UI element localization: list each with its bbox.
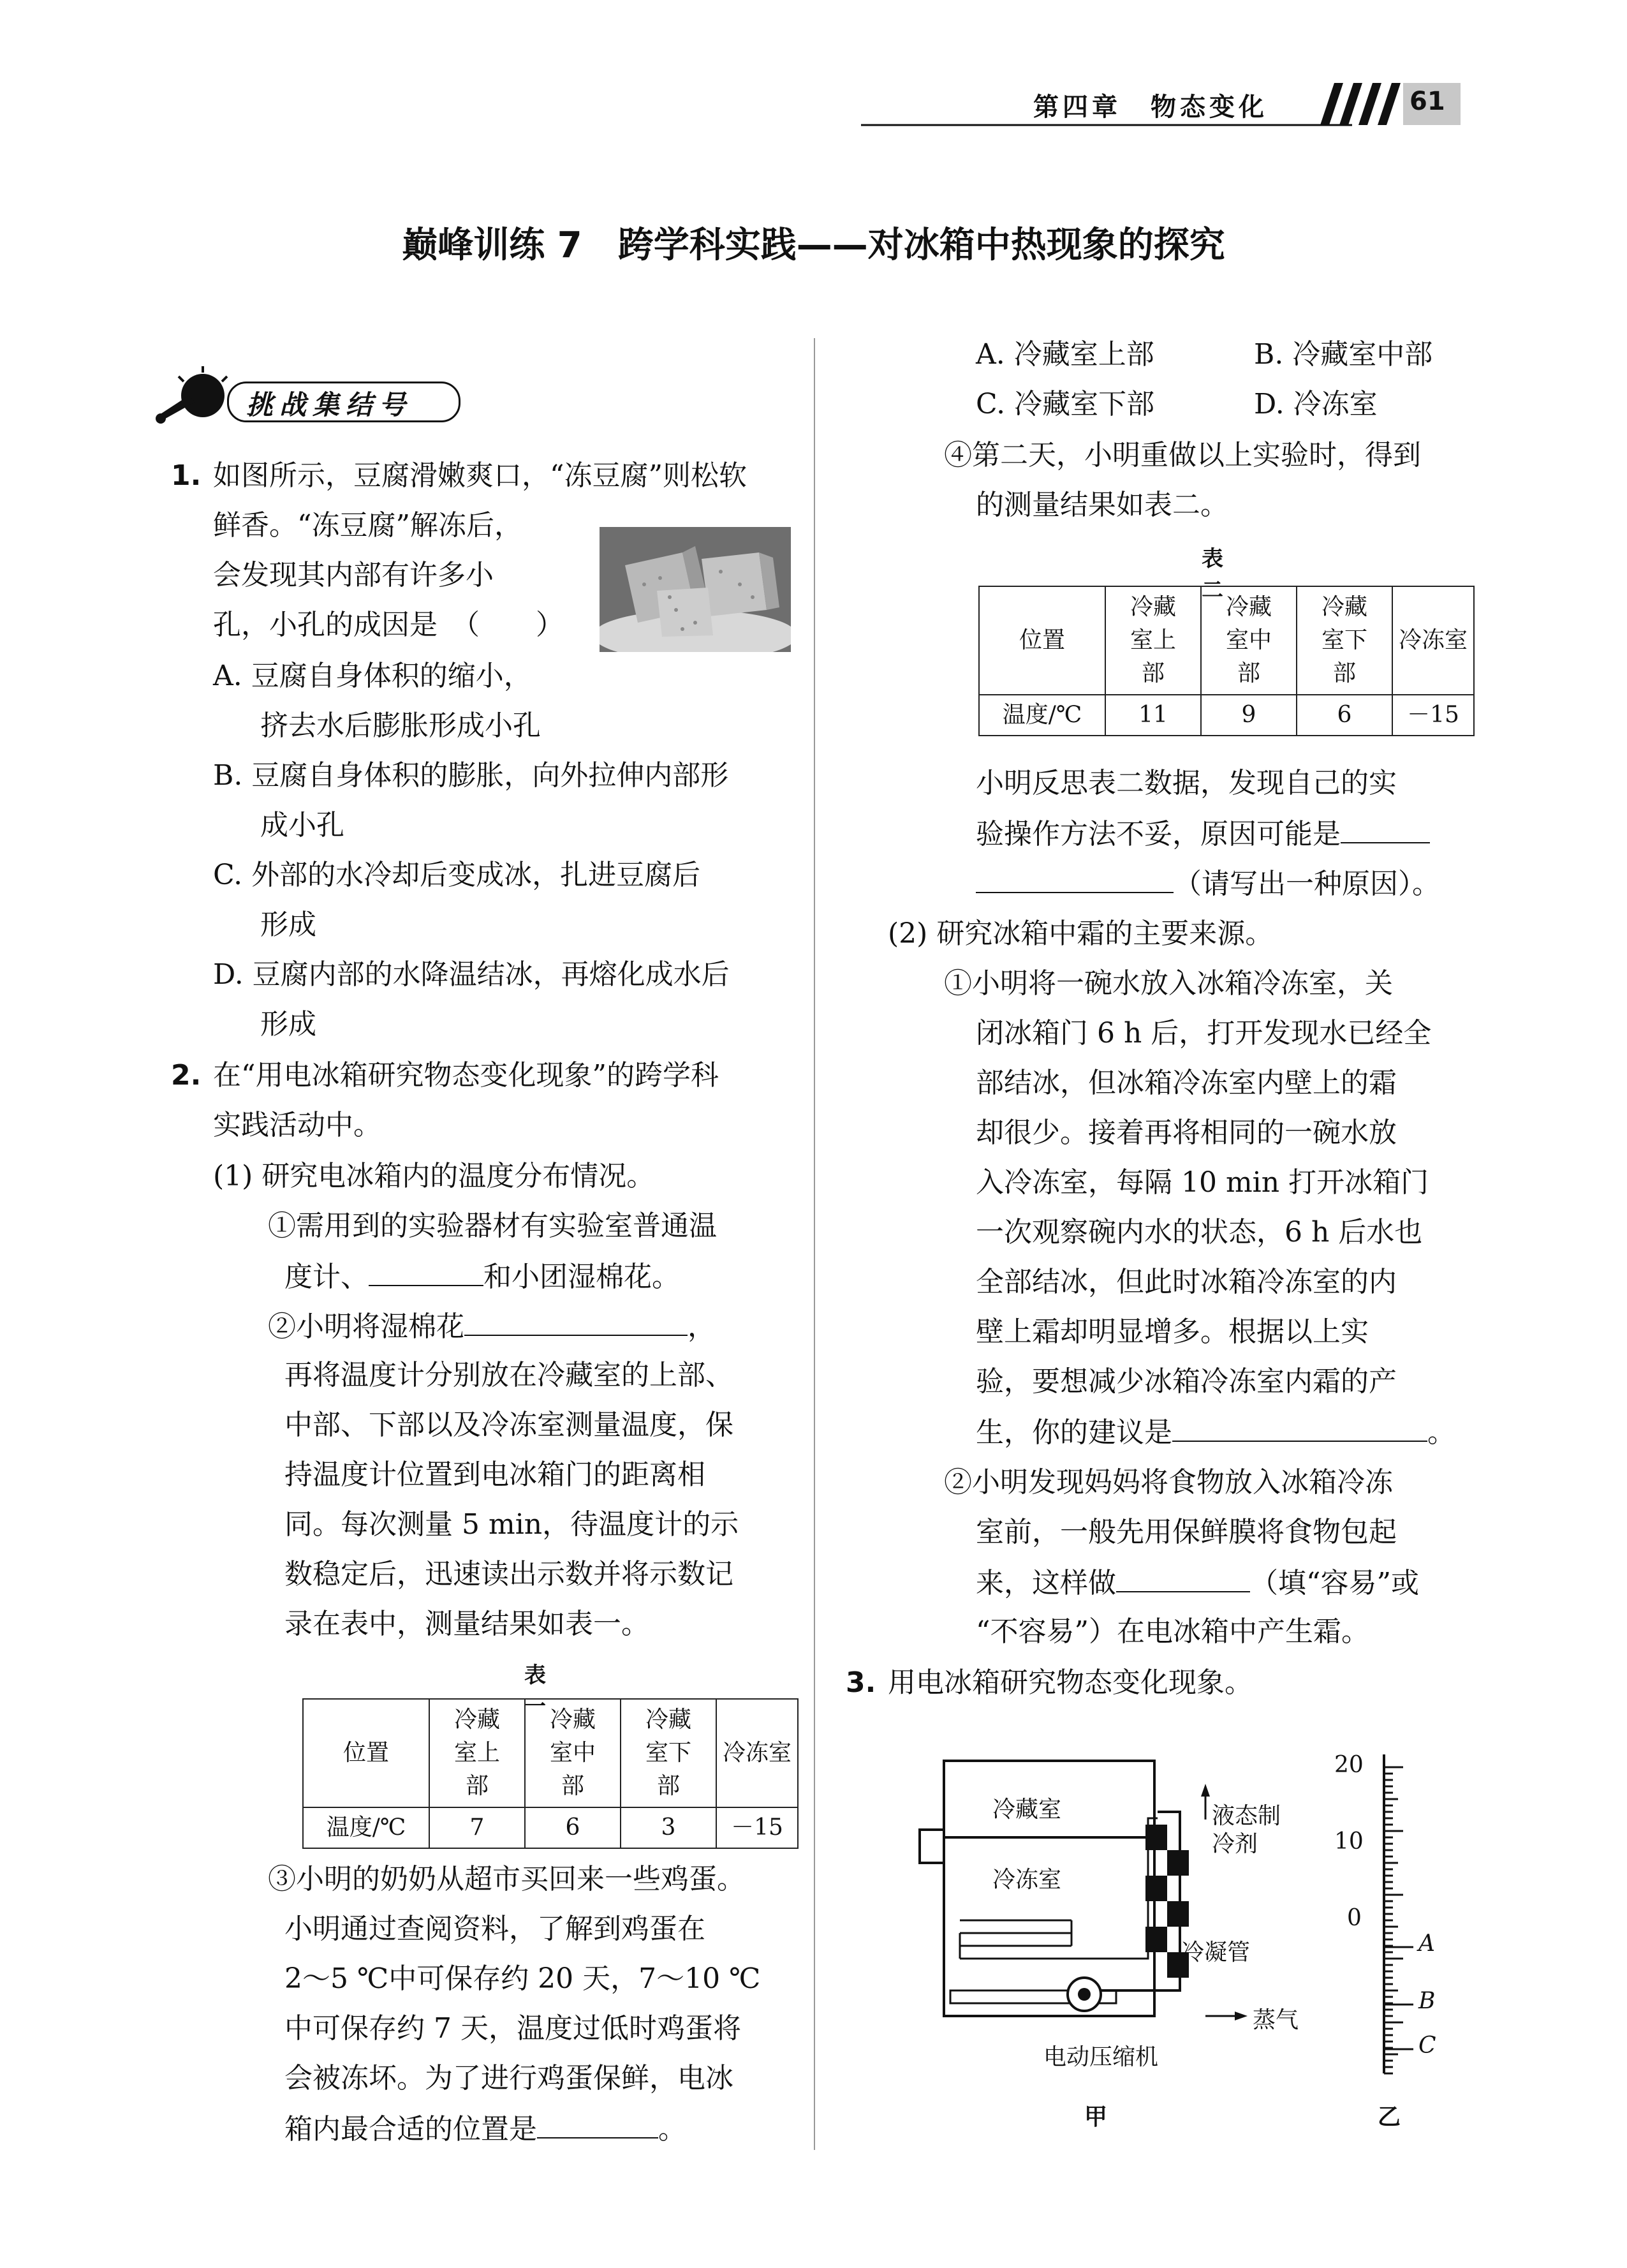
q2-step-4-reflection: 验操作方法不妥，原因可能是 (976, 809, 1430, 859)
q1-line: 如图所示，豆腐滑嫩爽口，“冻豆腐”则松软 (213, 459, 747, 492)
q2-step-2-line: 持温度计位置到电冰箱门的距离相 (284, 1458, 705, 1491)
q2-step-3-line: 会被冻坏。为了进行鸡蛋保鲜，电冰 (284, 2062, 733, 2094)
q1-option-b-cont: 成小孔 (260, 809, 344, 841)
arrow-up-icon (1201, 1784, 1210, 1797)
q2-step-4-reflection: 小明反思表二数据，发现自己的实 (976, 767, 1397, 799)
page-header (861, 75, 1461, 126)
answer-blank[interactable] (369, 1252, 483, 1286)
q1-option-a: A. 豆腐自身体积的缩小， (213, 660, 532, 692)
q2-step-4: ④第二天，小明重做以上实验时，得到 (944, 439, 1421, 471)
q2-intro: 实践活动中。 (213, 1109, 381, 1141)
table-cell: －15 (716, 1807, 798, 1848)
door-handle (920, 1830, 944, 1863)
table-cell: 9 (1201, 695, 1297, 736)
q2-frost-1-line: 生，你的建议是 。 (976, 1407, 1455, 1457)
table-2 (978, 586, 1475, 736)
scale-marker-c: C (1418, 2033, 1436, 2059)
q2-frost-1-line: 验，要想减少冰箱冷冻室内霜的产 (976, 1365, 1397, 1398)
table-cell: 冷藏室上部 (429, 1699, 525, 1807)
section-badge (151, 364, 469, 427)
q1-line: 鲜香。“冻豆腐”解冻后， (213, 509, 522, 542)
label-compressor: 电动压缩机 (1043, 2044, 1159, 2070)
q2-frost-1-line: 全部结冰，但此时冰箱冷冻室的内 (976, 1266, 1397, 1298)
table-cell: 温度/℃ (303, 1807, 429, 1848)
table-1 (302, 1698, 799, 1849)
table-cell: 位置 (979, 586, 1105, 695)
table-cell: 冷冻室 (1392, 586, 1474, 695)
answer-blank[interactable] (537, 2104, 658, 2138)
q2-frost-1-line: 壁上霜却明显增多。根据以上实 (976, 1316, 1369, 1348)
table-cell: 6 (1297, 695, 1392, 736)
table-2-caption: 表二 (1202, 546, 1223, 603)
table-1-caption: 表一 (524, 1663, 546, 1719)
table-cell: 7 (429, 1807, 525, 1848)
arrow-right-icon (1235, 2012, 1248, 2020)
q2-frost-1-line: 一次观察碗内水的状态，6 h 后水也 (976, 1216, 1423, 1249)
scale-marker-b: B (1418, 1988, 1436, 2014)
table-cell: 冷藏室中部 (525, 1699, 621, 1807)
q2-frost-1-line: 闭冰箱门 6 h 后，打开发现水已经全 (976, 1017, 1432, 1049)
q2-frost-1: ①小明将一碗水放入冰箱冷冻室，关 (944, 967, 1393, 1000)
chapter-title: 第四章 物态变化 (1033, 93, 1268, 122)
q2-frost-1-line: 入冷冻室，每隔 10 min 打开冰箱门 (976, 1166, 1429, 1199)
q2-frost-2-line: “不容易”）在电冰箱中产生霜。 (976, 1615, 1369, 1648)
q2-step-4-reflection: （请写出一种原因）。 (976, 859, 1440, 908)
q1-option-d-cont: 形成 (260, 1008, 316, 1041)
scale-tick-label: 0 (1347, 1905, 1362, 1931)
option-a: A. 冷藏室上部 (976, 338, 1154, 371)
q1-option-d: D. 豆腐内部的水降温结冰，再熔化成水后 (213, 958, 730, 991)
label-freezer-room: 冷冻室 (992, 1867, 1062, 1893)
q2-frost-1-line: 部结冰，但冰箱冷冻室内壁上的霜 (976, 1067, 1397, 1099)
label-refrigeration-room: 冷藏室 (992, 1797, 1062, 1823)
q2-frost-2: ②小明发现妈妈将食物放入冰箱冷冻 (944, 1466, 1393, 1499)
table-cell: 温度/℃ (979, 695, 1105, 736)
figure-caption-yi: 乙 (1378, 2104, 1401, 2130)
answer-blank[interactable] (976, 859, 1174, 893)
column-divider (814, 338, 815, 2150)
scale-marker-a: A (1418, 1931, 1435, 1957)
q1-line: 孔，小孔的成因是 （ ） (213, 609, 564, 641)
q2-intro: 在“用电冰箱研究物态变化现象”的跨学科 (213, 1059, 719, 1092)
q2-step-1: ①需用到的实验器材有实验室普通温 (268, 1210, 717, 1242)
q2-step-3-line: 2～5 ℃中可保存约 20 天，7～10 ℃ (284, 1962, 761, 1995)
q2-step-4-line: 的测量结果如表二。 (976, 489, 1228, 521)
q2-number: 2. (171, 1059, 202, 1092)
answer-blank[interactable] (1172, 1407, 1427, 1442)
q1-option-c: C. 外部的水冷却后变成冰，扎进豆腐后 (213, 859, 701, 891)
table-cell: 冷藏室上部 (1105, 586, 1201, 695)
badge-label: 挑战集结号 (246, 389, 413, 420)
table-cell: 冷藏室下部 (1297, 586, 1392, 695)
q2-part-1: (1) 研究电冰箱内的温度分布情况。 (213, 1160, 655, 1192)
scale-tick-label: 20 (1334, 1752, 1364, 1778)
label-liquid-refrigerant: 冷剂 (1212, 1831, 1258, 1857)
option-c: C. 冷藏室下部 (976, 388, 1155, 420)
table-cell: 3 (621, 1807, 716, 1848)
answer-blank[interactable] (464, 1301, 688, 1336)
q2-frost-2-line: 室前，一般先用保鲜膜将食物包起 (976, 1516, 1397, 1548)
answer-blank[interactable] (1116, 1558, 1250, 1592)
q2-step-2-line: 中部、下部以及冷冻室测量温度，保 (284, 1409, 733, 1441)
thermometer-scale (1371, 1748, 1448, 2080)
q3-number: 3. (846, 1666, 876, 1699)
q1-option-a-cont: 挤去水后膨胀形成小孔 (260, 709, 541, 742)
q2-step-2-line: 录在表中，测量结果如表一。 (284, 1608, 649, 1640)
table-row (303, 1807, 798, 1848)
table-cell: －15 (1392, 695, 1474, 736)
q2-step-3: ③小明的奶奶从超市买回来一些鸡蛋。 (268, 1863, 745, 1895)
q2-step-3-line: 中可保存约 7 天，温度过低时鸡蛋将 (284, 2012, 741, 2045)
table-cell: 冷藏室下部 (621, 1699, 716, 1807)
q2-frost-1-line: 却很少。接着再将相同的一碗水放 (976, 1116, 1397, 1149)
q1-line: 会发现其内部有许多小 (213, 559, 494, 591)
table-cell: 位置 (303, 1699, 429, 1807)
table-cell: 6 (525, 1807, 621, 1848)
frozen-tofu-photo (600, 527, 791, 652)
q2-step-3-line: 小明通过查阅资料，了解到鸡蛋在 (284, 1913, 705, 1945)
q1-option-c-cont: 形成 (260, 908, 316, 941)
q2-step-2-line: 同。每次测量 5 min，待温度计的示 (284, 1508, 739, 1541)
table-cell: 11 (1105, 695, 1201, 736)
page-title: 巅峰训练 7 跨学科实践——对冰箱中热现象的探究 (402, 225, 1225, 266)
q2-step-3-line: 箱内最合适的位置是 。 (284, 2104, 686, 2154)
scale-tick-label: 10 (1334, 1828, 1364, 1855)
option-d: D. 冷冻室 (1254, 388, 1378, 420)
option-b: B. 冷藏室中部 (1254, 338, 1433, 371)
page-number: 61 (1410, 87, 1445, 116)
answer-blank[interactable] (1341, 809, 1430, 843)
q2-step-2-line: 再将温度计分别放在冷藏室的上部、 (284, 1359, 733, 1391)
q2-step-2-line: 数稳定后，迅速读出示数并将示数记 (284, 1558, 733, 1590)
q3-text: 用电冰箱研究物态变化现象。 (888, 1666, 1253, 1699)
trumpet-icon (151, 364, 233, 427)
q2-part-2: (2) 研究冰箱中霜的主要来源。 (888, 917, 1274, 950)
label-vapor: 蒸气 (1253, 2007, 1299, 2033)
q2-step-2: ②小明将湿棉花 ， (268, 1301, 716, 1351)
figure-caption-jia: 甲 (1084, 2104, 1108, 2130)
q2-step-1-cont: 度计、 和小团湿棉花。 (284, 1252, 680, 1301)
q1-number: 1. (171, 459, 202, 492)
q1-option-b: B. 豆腐自身体积的膨胀，向外拉伸内部形 (213, 759, 729, 792)
table-row (303, 1699, 798, 1807)
table-row (979, 586, 1474, 695)
table-cell: 冷冻室 (716, 1699, 798, 1807)
label-liquid-refrigerant: 液态制 (1212, 1803, 1281, 1829)
label-condenser: 冷凝管 (1181, 1939, 1251, 1966)
q2-frost-2-line: 来，这样做 （填“容易”或 (976, 1558, 1419, 1608)
table-row (979, 695, 1474, 736)
table-cell: 冷藏室中部 (1201, 586, 1297, 695)
